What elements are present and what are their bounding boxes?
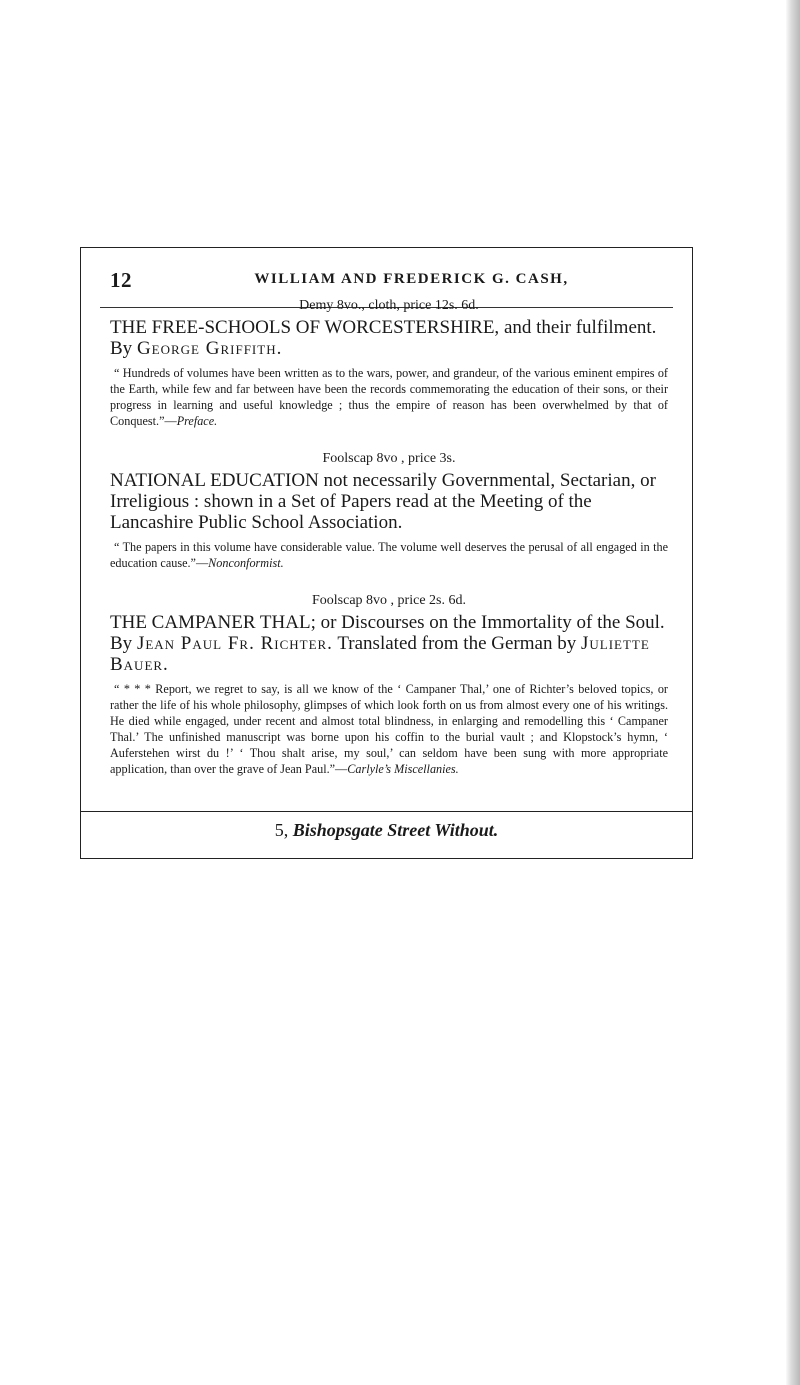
page-edge-shadow: [786, 0, 800, 1385]
book-title-rest: not necessarily Governmental, Sectarian, or Irreligious : shown in a Set of Papers read at the Meeting of the Lancashire Public School Association.: [110, 470, 656, 533]
book-title: [110, 612, 668, 675]
book-translator: Juliette Bauer.: [110, 633, 650, 675]
quote-text: “ The papers in this volume have considerable value. The volume well deserves the perusal of all engaged in the education cause.”—: [110, 540, 668, 570]
book-entry-free-schools: [110, 298, 668, 429]
advertisement-page: [80, 247, 693, 859]
running-title: WILLIAM AND FREDERICK G. CASH,: [254, 271, 569, 287]
book-review-quote: [110, 681, 668, 777]
running-head: [81, 268, 692, 294]
imprint-number: 5,: [274, 820, 289, 840]
book-format: Foolscap 8vo , price 3s.: [322, 451, 456, 466]
book-list: [110, 298, 668, 799]
book-entry-national-education: [110, 451, 668, 571]
book-entry-campaner-thal: [110, 593, 668, 777]
book-title-rest: ; or Discourses on the Immortality of the Soul. By: [110, 612, 665, 654]
quote-text: “ Hundreds of volumes have been written as to the wars, power, and grandeur, of the various eminent empires of the Earth, while few and far between have been the records commemorating the education of their sons, or their progress in learning and useful knowledge ; thus the empire of reason has been overwhelmed by that of Conquest.”—: [110, 366, 668, 428]
publisher-imprint: [81, 820, 692, 841]
quote-source: Carlyle’s Miscellanies.: [347, 762, 459, 776]
book-author: Jean Paul Fr. Richter.: [136, 633, 333, 654]
quote-source: Preface.: [176, 414, 218, 428]
book-title: [110, 470, 668, 533]
page-number: 12: [110, 268, 132, 292]
book-title: [110, 317, 668, 359]
book-title-main: THE CAMPANER THAL: [110, 612, 311, 633]
book-author: George Griffith.: [136, 338, 283, 359]
book-title-main: THE FREE-SCHOOLS OF WORCESTERSHIRE,: [110, 317, 500, 338]
quote-source: Nonconformist.: [208, 556, 284, 570]
footer-rule: [81, 811, 692, 812]
imprint-address: Bishopsgate Street Without.: [292, 820, 499, 840]
book-format: Demy 8vo., cloth, price 12s. 6d.: [299, 298, 479, 313]
book-title-rest: and their fulfilment. By: [110, 317, 657, 359]
book-review-quote: [110, 365, 668, 429]
book-format: Foolscap 8vo , price 2s. 6d.: [312, 593, 466, 608]
book-title-main: NATIONAL EDUCATION: [110, 470, 319, 491]
book-title-rest-2: Translated from the German by: [337, 633, 577, 654]
quote-text: “ * * * Report, we regret to say, is all we know of the ‘ Campaner Thal,’ one of Richter’s beloved topics, or rather the life of his whole philosophy, glimpses of which look forth on us from almost every one of his writings. He died while engaged, under recent and almost total blindness, in enlarging and remodelling this ‘ Campaner Thal.’ The unfinished manuscript was borne upon his coffin to the burial vault ; and Klopstock’s hymn, ‘ Auferstehen wirst du !’ ‘ Thou shalt arise, my soul,’ can seldom have been sung with more appropriate application, than over the grave of Jean Paul.”—: [110, 682, 668, 776]
book-review-quote: [110, 539, 668, 571]
